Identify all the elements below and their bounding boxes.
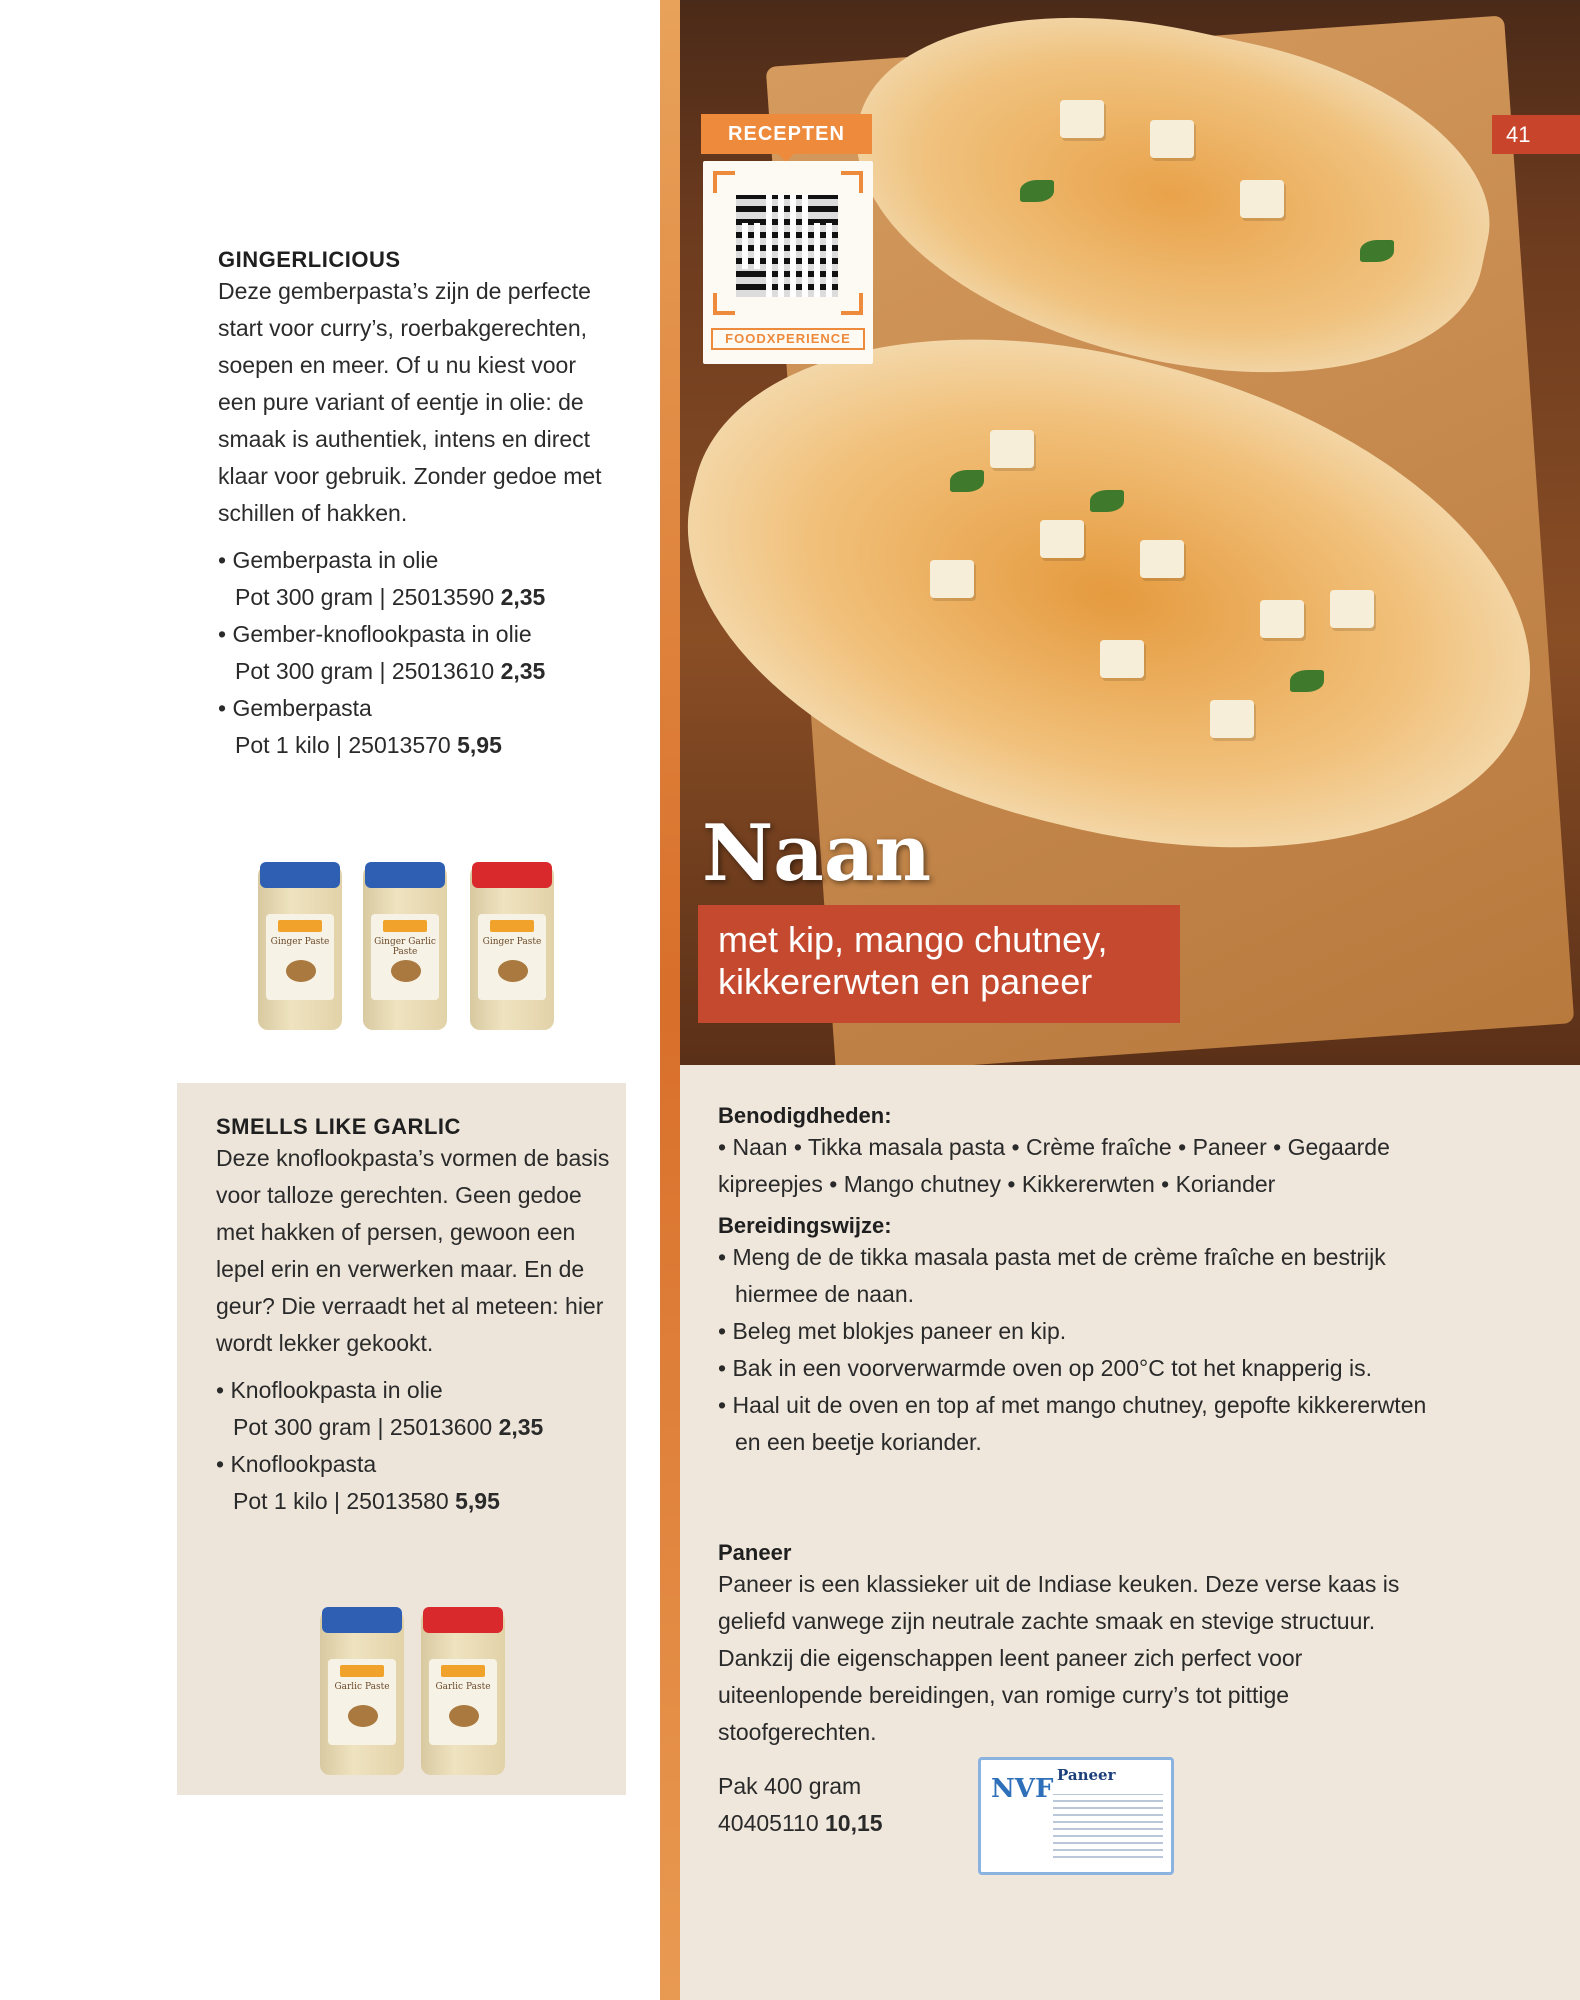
list-item: • Meng de de tikka masala pasta met de crème fraîche en bestrijk hiermee de naan.	[718, 1239, 1438, 1313]
coriander	[1360, 240, 1394, 262]
coriander	[1290, 670, 1324, 692]
garlic-title: SMELLS LIKE GARLIC	[216, 1114, 461, 1139]
paneer-title: Paneer	[718, 1540, 792, 1565]
product-name: • Gemberpasta	[218, 690, 618, 727]
garlic-section	[216, 1114, 616, 1520]
ginger-paste-jar	[258, 862, 342, 1030]
product-spec: Pot 300 gram | 25013590	[235, 584, 495, 610]
coriander	[950, 470, 984, 492]
ginger-title: GINGERLICIOUS	[218, 247, 401, 272]
package-title: Paneer	[1057, 1766, 1116, 1784]
product-spec: Pot 300 gram | 25013610	[235, 658, 495, 684]
jar-label: Ginger Garlic Paste	[374, 937, 436, 957]
ginger-description: Deze gemberpasta’s zijn de perfecte start voor curry’s, roerbakgerechten, soepen en meer. Of u nu kiest voor een pure variant of eentje in olie: de smaak is authentiek, intens en direct klaar voor gebruik. Zonder gedoe met schillen of hakken.	[218, 278, 602, 526]
product-name: • Knoflookpasta in olie	[216, 1372, 616, 1409]
garlic-product-list	[216, 1372, 616, 1520]
qr-code-card[interactable]	[703, 161, 873, 364]
coriander	[1090, 490, 1124, 512]
ginger-product-list	[218, 542, 618, 764]
ingredient: Kikkererwten •	[1022, 1171, 1176, 1197]
garlic-paste-jar	[320, 1607, 404, 1775]
ginger-paste-1kg-jar	[470, 862, 554, 1030]
jar-lid	[322, 1607, 402, 1633]
list-item	[216, 1446, 616, 1520]
garlic-paste-1kg-jar	[421, 1607, 505, 1775]
jar-lid	[365, 862, 445, 888]
list-item: • Haal uit de oven en top af met mango chutney, gepofte kikkererwten en een beetje koriander.	[718, 1387, 1438, 1461]
ingredient: Crème fraîche •	[1026, 1134, 1193, 1160]
list-item: • Beleg met blokjes paneer en kip.	[718, 1313, 1438, 1350]
method-steps	[718, 1239, 1438, 1461]
jar-lid	[260, 862, 340, 888]
recipe-title: Naan	[702, 808, 932, 899]
ingredient: Tikka masala pasta •	[808, 1134, 1026, 1160]
ingredient: • Naan •	[718, 1134, 808, 1160]
list-item	[218, 616, 618, 690]
paneer-product-info	[718, 1768, 883, 1842]
ingredients-list	[718, 1129, 1438, 1203]
needs-heading: Benodigdheden:	[718, 1103, 892, 1128]
product-price: 2,35	[500, 584, 546, 610]
paneer-section	[718, 1540, 1438, 1751]
product-spec: Pot 300 gram | 25013600	[233, 1414, 493, 1440]
product-name: • Gemberpasta in olie	[218, 542, 618, 579]
paneer-description: Paneer is een klassieker uit de Indiase keuken. Deze verse kaas is geliefd vanwege zijn neutrale zachte smaak en stevige structuur. Dankzij die eigenschappen leent paneer zich perfect voor uiteenlopende bereidingen, van romige curry’s tot pittige stoofgerechten.	[718, 1571, 1400, 1745]
list-item: • Bak in een voorverwarmde oven op 200°C tot het knapperig is.	[718, 1350, 1438, 1387]
product-price: 2,35	[498, 1414, 544, 1440]
foodxperience-logo: FOODXPERIENCE	[711, 328, 865, 350]
paneer-code: 40405110	[718, 1810, 819, 1836]
qr-code[interactable]	[736, 195, 838, 297]
coriander	[1020, 180, 1054, 202]
jar-label: Ginger Paste	[270, 937, 330, 947]
recipe-text	[718, 1097, 1438, 1461]
paneer-price: 10,15	[825, 1810, 883, 1836]
left-column	[0, 0, 672, 2000]
product-price: 2,35	[500, 658, 546, 684]
paneer-package-image	[978, 1757, 1174, 1875]
jar-label: Ginger Paste	[482, 937, 542, 947]
list-item	[216, 1372, 616, 1446]
product-spec: Pot 1 kilo | 25013570	[235, 732, 451, 758]
page-number: 41	[1492, 115, 1580, 154]
list-item	[218, 690, 618, 764]
ingredient: Mango chutney •	[844, 1171, 1022, 1197]
ingredient: Gegaarde kipreepjes •	[718, 1134, 1390, 1197]
ginger-garlic-paste-jar	[363, 862, 447, 1030]
orange-divider	[660, 0, 680, 2000]
ginger-section	[218, 247, 618, 764]
product-price: 5,95	[455, 1488, 500, 1514]
product-spec: Pot 1 kilo | 25013580	[233, 1488, 449, 1514]
garlic-section-box	[177, 1083, 626, 1795]
garlic-description: Deze knoflookpasta’s vormen de basis voor talloze gerechten. Geen gedoe met hakken of persen, gewoon een lepel erin en verwerken maar. En de geur? Die verraadt het al meteen: hier wordt lekker gekookt.	[216, 1145, 610, 1356]
nvf-logo: NVF	[991, 1774, 1054, 1804]
jar-label: Garlic Paste	[435, 1682, 491, 1692]
jar-lid	[423, 1607, 503, 1633]
list-item	[218, 542, 618, 616]
method-heading: Bereidingswijze:	[718, 1213, 892, 1238]
jar-label: Garlic Paste	[334, 1682, 390, 1692]
jar-lid	[472, 862, 552, 888]
product-name: • Gember-knoflookpasta in olie	[218, 616, 618, 653]
product-price: 5,95	[457, 732, 502, 758]
product-name: • Knoflookpasta	[216, 1446, 616, 1483]
recipe-subtitle: met kip, mango chutney, kikkererwten en paneer	[698, 905, 1180, 1023]
ingredient: Koriander	[1175, 1171, 1276, 1197]
paneer-spec: Pak 400 gram	[718, 1773, 862, 1799]
ingredient: Paneer •	[1193, 1134, 1288, 1160]
recipes-tag: RECEPTEN	[701, 114, 872, 154]
